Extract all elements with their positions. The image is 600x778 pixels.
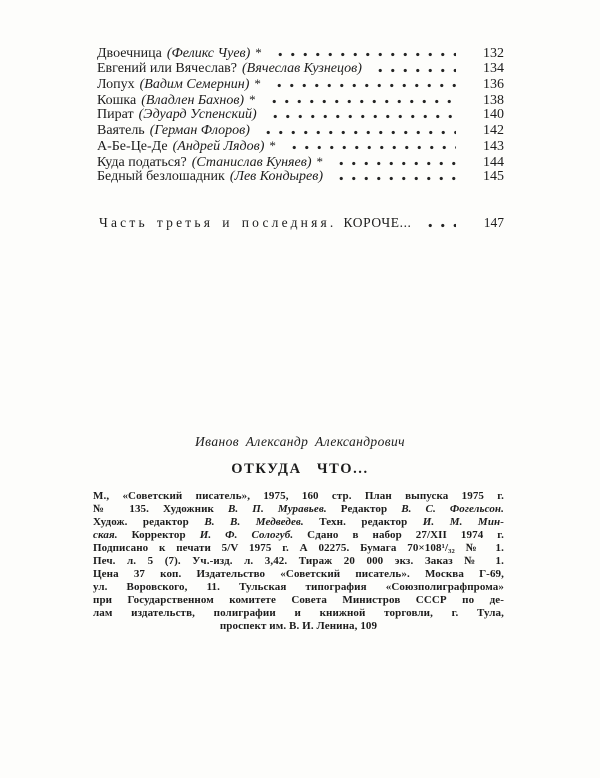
- toc-row: [97, 138, 504, 154]
- toc-row: [97, 123, 504, 139]
- dot-leader: [259, 123, 456, 139]
- toc-entry-author: (Феликс Чуев): [166, 46, 251, 61]
- toc-entry-title: Евгений или Вячеслав?: [97, 60, 237, 76]
- toc-entry-title: Пират: [97, 107, 134, 123]
- toc-entry-author: (Владлен Бахнов): [141, 92, 245, 108]
- dot-leader: [371, 61, 456, 77]
- toc-row: [97, 154, 504, 170]
- dot-leader: [271, 45, 456, 61]
- toc-row: [97, 45, 504, 61]
- asterisk-mark: *: [255, 45, 262, 60]
- toc-entry-author: (Вячеслав Кузнецов): [242, 60, 362, 76]
- colophon-line: Худож. редактор В. В. Медведев. Техн. редактор И. М. Мин-: [93, 516, 505, 528]
- toc-entry-author: (Эдуард Успенский): [138, 107, 257, 123]
- colophon-line: Цена 37 коп. Издательство «Советский писатель». Москва Г-69,: [93, 568, 504, 580]
- toc-entry-title: А-Бе-Це-Де: [97, 139, 168, 155]
- colophon-line: Подписано к печати 5/V 1975 г. А 02275. Бумага 70×108¹/₃₂ № 1.: [93, 542, 504, 554]
- toc-entry-title: Бедный безлошадник: [97, 169, 225, 185]
- toc-row: [97, 169, 504, 185]
- part-heading-row: [99, 215, 504, 231]
- toc-page-number: 142: [483, 122, 504, 138]
- colophon-line: ул. Воровского, 11. Тульская типография «Союзполиграфпрома»: [93, 581, 504, 593]
- dot-leader: [421, 215, 456, 231]
- dot-leader: [332, 154, 456, 170]
- toc-page-number: 136: [483, 77, 504, 93]
- toc-page-number: 138: [483, 92, 504, 108]
- table-of-contents: [97, 45, 504, 185]
- colophon-line: Печ. л. 5 (7). Уч.-изд. л. 3,42. Тираж 20 000 экз. Заказ № 1.: [93, 555, 504, 567]
- asterisk-mark: *: [249, 91, 256, 107]
- colophon-line: М., «Советский писатель», 1975, 160 стр. План выпуска 1975 г.: [93, 490, 504, 502]
- toc-entry-title: Ваятель: [97, 122, 145, 138]
- toc-entry-title: Двоечница: [97, 46, 162, 61]
- toc-page-number: 143: [483, 139, 504, 155]
- toc-row: [97, 92, 504, 108]
- colophon-line: при Государственном комитете Совета Министров СССР по де-: [93, 594, 504, 606]
- asterisk-mark: *: [316, 153, 323, 169]
- asterisk-mark: *: [269, 138, 276, 154]
- dot-leader: [266, 107, 456, 123]
- toc-entry-title: Кошка: [97, 92, 137, 108]
- dot-leader: [332, 169, 456, 185]
- toc-entry-author: (Вадим Семернин): [139, 77, 250, 93]
- book-title: ОТКУДА ЧТО...: [231, 461, 369, 477]
- toc-row: [97, 76, 504, 92]
- colophon-line: проспект им. В. И. Ленина, 109: [219, 620, 378, 632]
- colophon: [93, 490, 504, 633]
- toc-entry-title: Куда податься?: [97, 154, 187, 170]
- toc-row: [97, 107, 504, 123]
- colophon-line: № 135. Художник В. П. Муравьев. Редактор В. С. Фогельсон.: [93, 503, 504, 515]
- toc-page-number: 134: [483, 60, 504, 76]
- colophon-line: лам издательств, полиграфии и книжной торговли, г. Тула,: [93, 607, 504, 619]
- toc-page-number: 144: [483, 154, 504, 170]
- toc-entry-title: Лопух: [97, 77, 135, 93]
- toc-entry-author: (Станислав Куняев): [191, 154, 312, 170]
- toc-entry-author: (Лев Кондырев): [229, 169, 323, 185]
- part-title-spaced: Часть третья и последняя.: [99, 215, 337, 230]
- toc-entry-author: (Андрей Лядов): [172, 139, 265, 155]
- toc-page-number: 145: [483, 169, 504, 185]
- colophon-line: ская. Корректор И. Ф. Сологуб. Сдано в набор 27/XII 1974 г.: [93, 529, 504, 541]
- toc-entry-author: (Герман Флоров): [149, 122, 250, 138]
- part-title-caps: КОРОЧЕ...: [343, 215, 412, 230]
- toc-page-number: 140: [483, 107, 504, 123]
- asterisk-mark: *: [254, 76, 261, 92]
- dot-leader: [265, 92, 456, 108]
- toc-page-number: 132: [483, 46, 504, 61]
- author-full-name: Иванов Александр Александрович: [195, 434, 405, 449]
- dot-leader: [285, 138, 456, 154]
- dot-leader: [270, 76, 456, 92]
- toc-page-number: 147: [483, 215, 504, 230]
- toc-row: [97, 61, 504, 77]
